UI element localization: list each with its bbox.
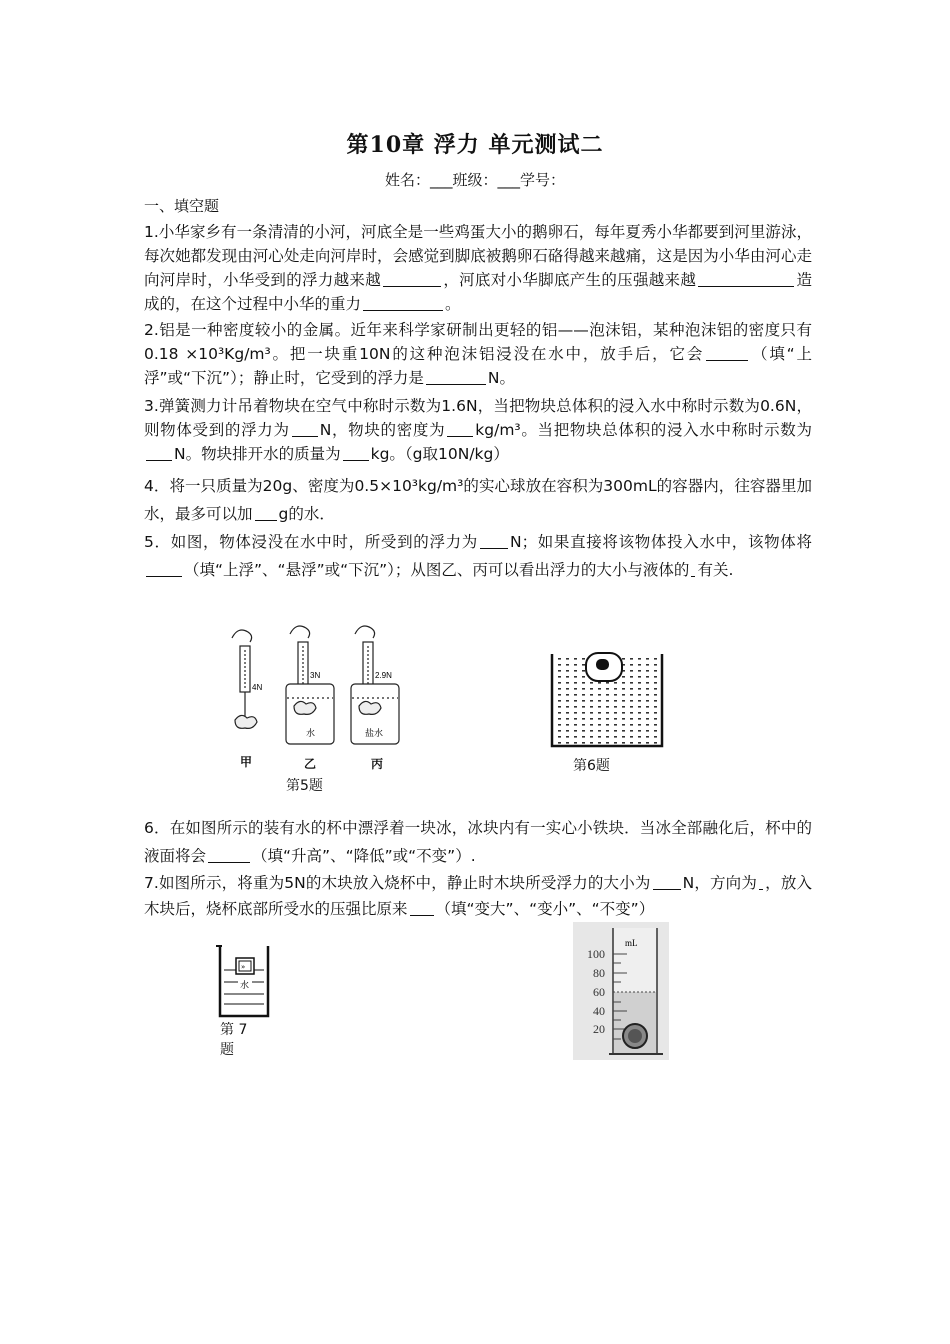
q3-text-4: N。物块排开水的质量为 [174,445,341,463]
figure-5-label-jia: 甲 [240,755,253,769]
water-label: 水 [240,981,250,991]
q3-text-5: kg。（g取10N/kg） [370,445,509,463]
liquid-label-saltwater: 盐水 [365,729,384,739]
cylinder-tick-100: 100 [587,947,605,961]
answer-blank[interactable] [410,899,434,916]
q1-text-2: ，河底对小华脚底产生的压强越来越 [443,271,697,289]
q1-text-4: 。 [445,295,461,313]
question-4 [144,472,812,528]
figure-5-caption: 第5题 [286,778,323,794]
cylinder-tick-40: 40 [593,1004,605,1018]
q5-text-1: 5．如图，物体浸没在水中时，所受到的浮力为 [144,533,478,551]
answer-blank[interactable] [698,270,794,287]
force-label-yi: 3N [310,671,321,680]
q5-text-3: （填“上浮”、“悬浮”或“下沉”）；从图乙、丙可以看出浮力的大小与液体的 [184,561,690,579]
figure-6-caption: 第6题 [573,758,610,774]
q4-text-1: 4．将一只质量为20g、密度为0.5×10³kg/m³的实心球放在容积为300mL的容器内，往容器里加水，最多可以加 [144,477,812,523]
question-7 [144,870,812,922]
q6-text-1: 6．在如图所示的装有水的杯中漂浮着一块冰，冰块内有一实心小铁块．当冰全部融化后，杯中的液面将会 [144,819,812,865]
q7-text-2: N，方向为 [682,874,757,892]
answer-blank[interactable] [691,560,695,577]
figure-7-caption [220,1020,247,1060]
liquid-label-water: 水 [306,729,316,739]
answer-blank[interactable] [363,294,443,311]
q2-text-2: （填“上浮”或“下沉”）；静止时，它受到的浮力是 [144,345,813,387]
q7-text-3: ，放入木块后，烧杯底部所受水的压强比原来 [144,874,812,918]
answer-blank[interactable] [146,444,172,461]
q6-text-2: （填“升高”、“降低”或“不变”）. [252,847,476,865]
force-label-bing: 2.9N [375,671,392,680]
q5-text-2: N；如果直接将该物体投入水中，该物体将 [509,533,812,551]
figure-5-label-bing: 丙 [371,757,384,771]
answer-blank[interactable] [255,504,277,521]
answer-blank[interactable] [343,444,369,461]
answer-blank[interactable] [759,873,763,890]
answer-blank[interactable] [383,270,441,287]
q3-text-3: kg/m³。当把物块总体积的浸入水中称时示数为 [475,421,812,439]
q2-text-1: 2.铝是一种密度较小的金属。近年来科学家研制出更轻的铝——泡沫铝，某种泡沫铝的密度只有0.18 ×10³Kg/m³。把一块重10N的这种泡沫铝浸没在水中，放手后，它会 [144,321,812,363]
graduated-cylinder [573,922,669,1060]
q3-text-1: 3.弹簧测力计吊着物块在空气中称时示数为1.6N，当把物块总体积的浸入水中称时示数为0.6N，则物体受到的浮力为 [144,397,812,439]
q7-text-1: 7.如图所示，将重为5N的木块放入烧杯中，静止时木块所受浮力的大小为 [144,874,651,892]
answer-blank[interactable] [447,420,473,437]
graduated-cylinder-figure [573,922,669,1060]
cylinder-unit: mL [625,938,638,948]
answer-blank[interactable] [480,532,508,549]
q5-text-4: 有关. [697,561,734,579]
cylinder-tick-20: 20 [593,1022,605,1036]
answer-blank[interactable] [292,420,318,437]
figure-5-spring-scales [210,620,430,755]
q4-text-2: g的水． [278,505,335,523]
answer-blank[interactable] [146,560,182,577]
q1-text-1: 1.小华家乡有一条清清的小河，河底全是一些鸡蛋大小的鹅卵石，每年夏秀小华都要到河里游泳，每次她都发现由河心处走向河岸时，会感觉到脚底被鹅卵石硌得越来越痛，这是因为小华由河心走向河岸时，小华受到的浮力越来越 [144,223,812,289]
question-2 [144,318,812,390]
question-6 [144,814,812,870]
q7-text-4: （填“变大”、“变小”、“不变”） [435,900,655,918]
figure-7-caption-line-2: 题 [220,1042,234,1058]
figure-5-label-yi: 乙 [304,757,317,771]
cylinder-tick-60: 60 [593,985,605,999]
answer-blank[interactable] [706,344,748,361]
figure-7-caption-line-1: 第 7 [220,1022,248,1038]
q3-text-2: N，物块的密度为 [319,421,446,439]
answer-blank[interactable] [426,368,486,385]
q1-text-3: 造成的，在这个过程中小华的重力 [144,271,812,313]
student-info-line: 姓名：___班级：___学号： [384,171,565,189]
question-5 [144,528,812,584]
force-label-jia: 4N [252,683,263,692]
question-1 [144,220,812,316]
svg-text:»: » [241,963,246,971]
figure-6-ice-cup [548,650,668,750]
q2-text-3: N。 [487,369,515,387]
question-3 [144,394,812,466]
figure-7-beaker [214,940,274,1020]
answer-blank[interactable] [653,873,681,890]
section-heading: 一、填空题 [144,197,220,215]
answer-blank[interactable] [208,846,250,863]
page-title: 第10章 浮力 单元测试二 [346,132,604,158]
cylinder-tick-80: 80 [593,966,605,980]
